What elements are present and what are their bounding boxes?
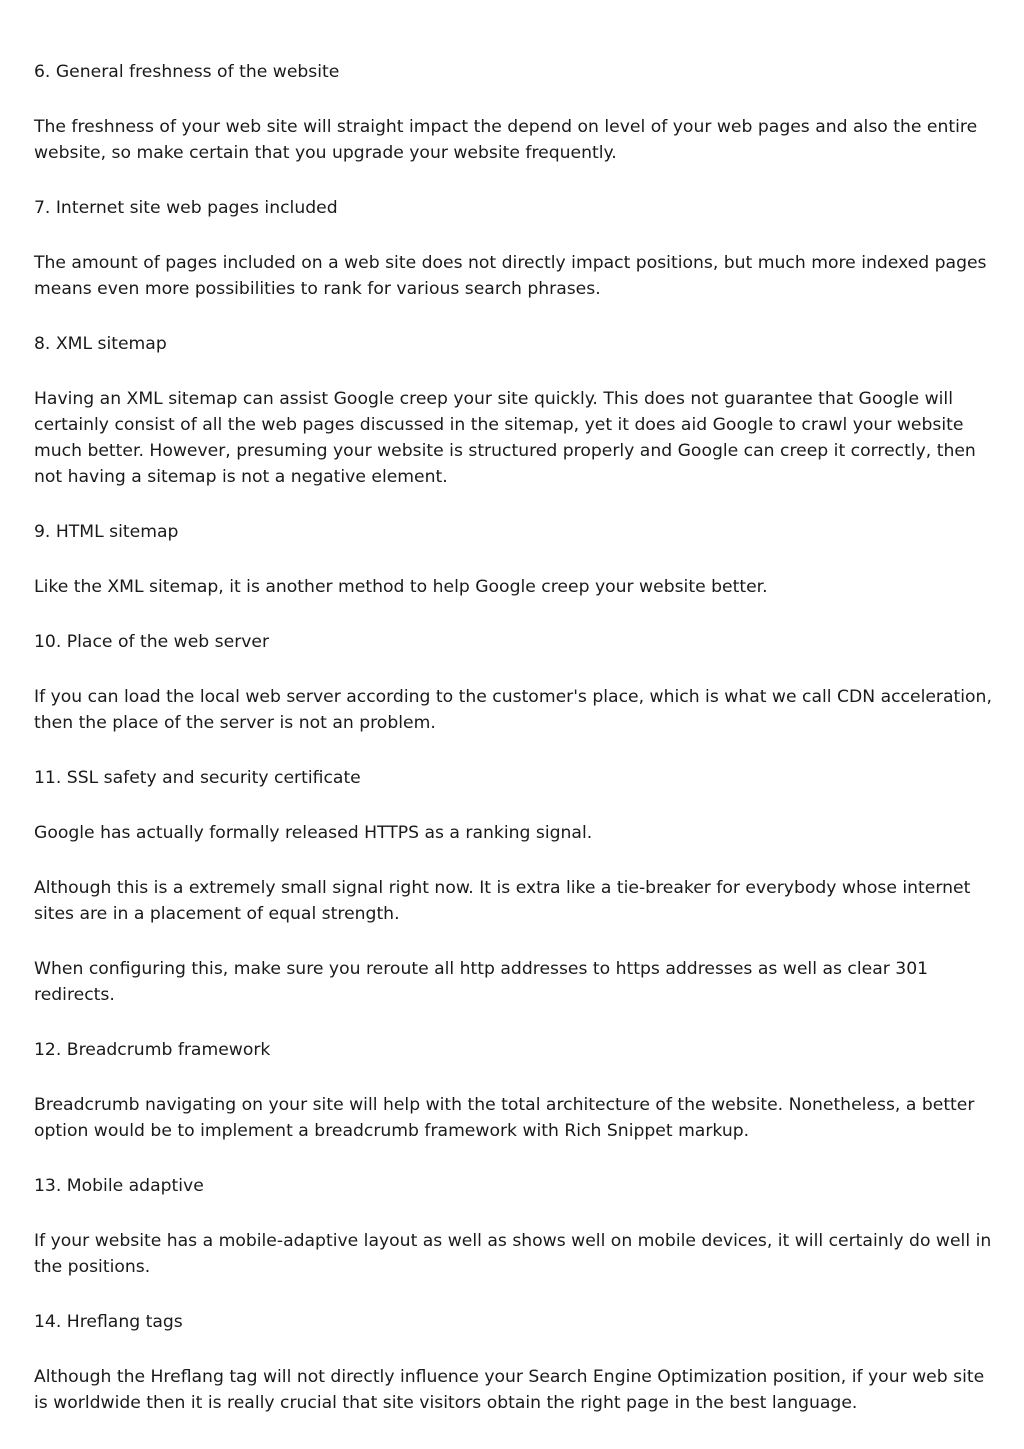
section-heading-ssl: 11. SSL safety and security certificate	[34, 768, 361, 788]
paragraph-xml-sitemap: Having an XML sitemap can assist Google creep your site quickly. This does not guarantee that Google will certainly consist of all the web pages discussed in the sitemap, yet it does aid Google to crawl your website much better. However, presuming your website is structured properly and Google can creep it correctly, then not having a sitemap is not a negative element.	[34, 389, 976, 487]
section-heading-hreflang: 14. Hreflang tags	[34, 1312, 183, 1332]
paragraph-ssl-1: Google has actually formally released HTTPS as a ranking signal.	[34, 823, 593, 843]
section-heading-mobile: 13. Mobile adaptive	[34, 1176, 204, 1196]
paragraph-mobile: If your website has a mobile-adaptive layout as well as shows well on mobile devices, it will certainly do well in the positions.	[34, 1231, 992, 1277]
paragraph-freshness: The freshness of your web site will straight impact the depend on level of your web pages and also the entire website, so make certain that you upgrade your website frequently.	[34, 117, 978, 163]
paragraph-ssl-3: When configuring this, make sure you reroute all http addresses to https addresses as well as clear 301 redirects.	[34, 959, 929, 1005]
section-heading-pages-included: 7. Internet site web pages included	[34, 198, 338, 218]
paragraph-server-place: If you can load the local web server according to the customer's place, which is what we call CDN acceleration, then the place of the server is not an problem.	[34, 687, 992, 733]
section-heading-html-sitemap: 9. HTML sitemap	[34, 522, 179, 542]
section-heading-freshness: 6. General freshness of the website	[34, 62, 340, 82]
paragraph-html-sitemap: Like the XML sitemap, it is another method to help Google creep your website better.	[34, 577, 768, 597]
section-heading-xml-sitemap: 8. XML sitemap	[34, 334, 167, 354]
paragraph-ssl-2: Although this is a extremely small signal right now. It is extra like a tie-breaker for everybody whose internet sites are in a placement of equal strength.	[34, 878, 971, 924]
paragraph-breadcrumb: Breadcrumb navigating on your site will help with the total architecture of the website. Nonetheless, a better option would be to implement a breadcrumb framework with Rich Snippet markup.	[34, 1095, 975, 1141]
paragraph-hreflang: Although the Hreflang tag will not directly influence your Search Engine Optimization position, if your web site is worldwide then it is really crucial that site visitors obtain the right page in the best language.	[34, 1367, 985, 1413]
section-heading-server-place: 10. Place of the web server	[34, 632, 270, 652]
document-body	[34, 59, 994, 1445]
section-heading-breadcrumb: 12. Breadcrumb framework	[34, 1040, 271, 1060]
paragraph-pages-included: The amount of pages included on a web site does not directly impact positions, but much more indexed pages means even more possibilities to rank for various search phrases.	[34, 253, 987, 299]
